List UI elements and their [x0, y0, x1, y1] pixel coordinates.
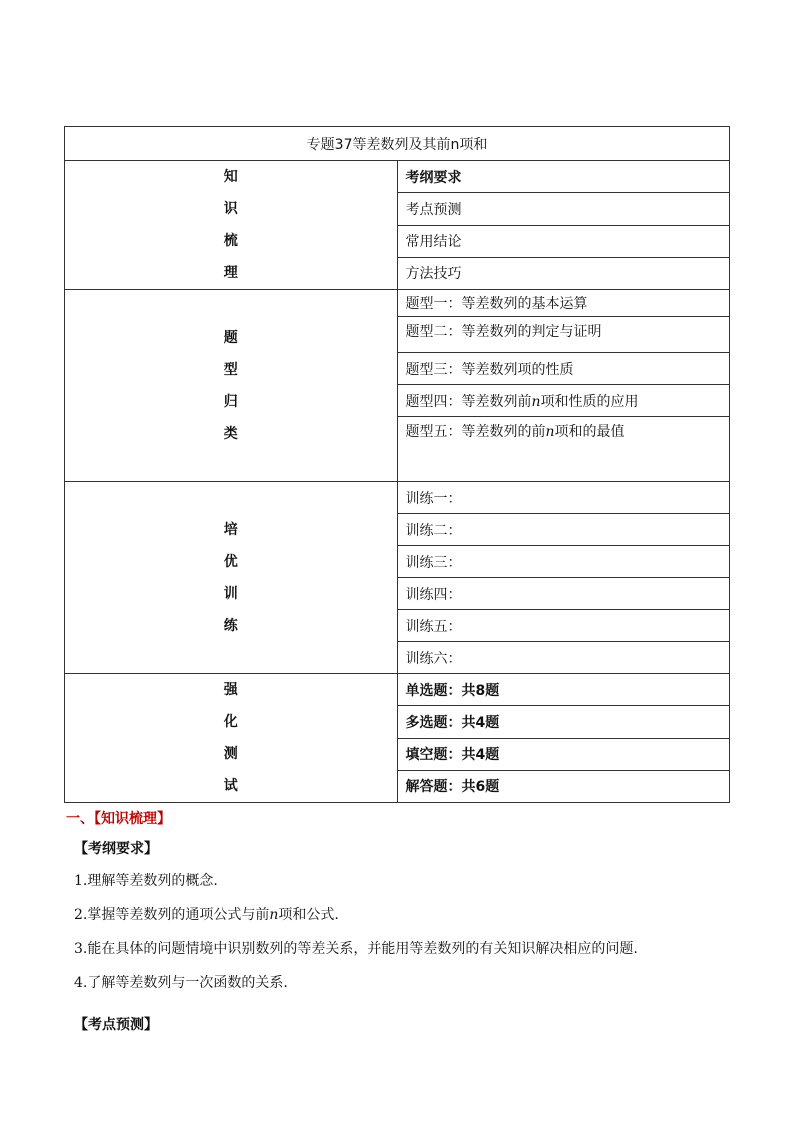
variable-n: n — [531, 393, 541, 410]
outline-table — [64, 126, 730, 803]
body-content — [64, 808, 730, 1046]
outline-item[interactable]: 题型四：等差数列前n项和性质的应用 — [397, 385, 730, 417]
outline-item[interactable]: 训练三： — [397, 546, 730, 578]
outline-title: 专题37等差数列及其前n项和 — [65, 127, 730, 161]
variable-n: n — [545, 424, 555, 440]
outline-item[interactable]: 训练四： — [397, 578, 730, 610]
variable-n: n — [269, 907, 279, 923]
outline-item[interactable]: 训练二： — [397, 514, 730, 546]
syllabus-point: 3.能在具体的问题情境中识别数列的等差关系，并能用等差数列的有关知识解决相应的问题. — [74, 941, 638, 957]
outline-item[interactable]: 解答题：共6题 — [397, 770, 730, 802]
section-label-training: 培 优 训 练 — [65, 482, 398, 674]
section-label-tests: 强 化 测 试 — [65, 674, 398, 803]
section-heading: 一、【知识梳理】 — [66, 811, 171, 827]
outline-item[interactable]: 方法技巧 — [397, 257, 730, 289]
outline-item[interactable]: 训练五： — [397, 610, 730, 642]
outline-item[interactable]: 考纲要求 — [397, 161, 730, 193]
section-label-question-types: 题 型 归 类 — [65, 290, 398, 482]
sub-heading-syllabus: 【考纲要求】 — [74, 841, 158, 857]
sub-heading-key-points: 【考点预测】 — [74, 1017, 158, 1033]
outline-item[interactable]: 题型二：等差数列的判定与证明 — [397, 317, 730, 353]
outline-item[interactable]: 多选题：共4题 — [397, 706, 730, 738]
outline-item[interactable]: 题型三：等差数列项的性质 — [397, 353, 730, 385]
outline-item[interactable]: 考点预测 — [397, 193, 730, 225]
syllabus-point: 4.了解等差数列与一次函数的关系. — [74, 975, 288, 991]
outline-item[interactable]: 填空题：共4题 — [397, 738, 730, 770]
outline-item[interactable]: 题型五：等差数列的前n项和的最值 — [397, 417, 730, 482]
outline-item[interactable]: 常用结论 — [397, 225, 730, 257]
outline-item[interactable]: 题型一：等差数列的基本运算 — [397, 290, 730, 317]
syllabus-point: 2.掌握等差数列的通项公式与前n项和公式. — [74, 907, 339, 923]
syllabus-point: 1.理解等差数列的概念. — [74, 873, 218, 889]
outline-item[interactable]: 单选题：共8题 — [397, 674, 730, 706]
section-label-knowledge: 知 识 梳 理 — [65, 161, 398, 290]
outline-item[interactable]: 训练六： — [397, 642, 730, 674]
outline-item[interactable]: 训练一： — [397, 482, 730, 514]
